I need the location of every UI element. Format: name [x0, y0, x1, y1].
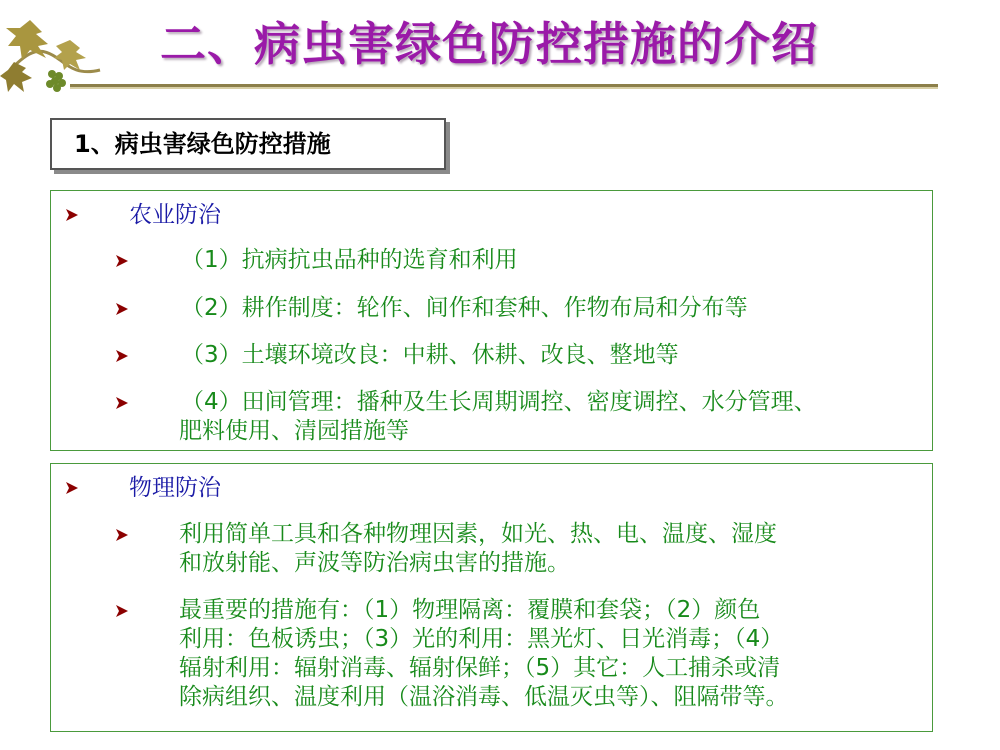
- arrow-bullet-icon: [115, 349, 129, 363]
- arrow-bullet-icon: [115, 396, 129, 410]
- page-title: 二、病虫害绿色防控措施的介绍: [160, 17, 818, 71]
- list-item-text: 利用简单工具和各种物理因素，如光、热、电、温度、湿度: [179, 521, 777, 547]
- section-heading: 物理防治: [129, 475, 221, 501]
- arrow-bullet-icon: [115, 528, 129, 542]
- title-divider: [70, 84, 938, 89]
- list-item-text: 肥料使用、清园措施等: [179, 418, 409, 444]
- arrow-bullet-icon: [115, 254, 129, 268]
- list-item-text: （4）田间管理：播种及生长周期调控、密度调控、水分管理、: [181, 389, 817, 415]
- list-item-text: （3）土壤环境改良：中耕、休耕、改良、整地等: [181, 342, 679, 368]
- list-item-text: 最重要的措施有：（1）物理隔离：覆膜和套袋；（2）颜色: [179, 597, 761, 623]
- grape-leaf-icon: [0, 0, 110, 110]
- list-item-text: 除病组织、温度利用（温浴消毒、低温灭虫等）、阻隔带等。: [179, 684, 789, 710]
- list-item-text: （1）抗病抗虫品种的选育和利用: [181, 247, 518, 273]
- arrow-bullet-icon: [115, 302, 129, 316]
- section-title-box: 1、病虫害绿色防控措施: [50, 118, 446, 170]
- list-item-text: 和放射能、声波等防治病虫害的措施。: [179, 550, 570, 576]
- arrow-bullet-icon: [65, 481, 79, 495]
- arrow-bullet-icon: [115, 604, 129, 618]
- list-item-text: （2）耕作制度：轮作、间作和套种、作物布局和分布等: [181, 295, 748, 321]
- agricultural-control-box: [50, 190, 933, 451]
- physical-control-box: [50, 463, 933, 732]
- arrow-bullet-icon: [65, 208, 79, 222]
- list-item-text: 利用：色板诱虫；（3）光的利用：黑光灯、日光消毒；（4）: [179, 626, 784, 652]
- list-item-text: 辐射利用：辐射消毒、辐射保鲜；（5）其它：人工捕杀或清: [179, 655, 781, 681]
- section-heading: 农业防治: [129, 202, 221, 228]
